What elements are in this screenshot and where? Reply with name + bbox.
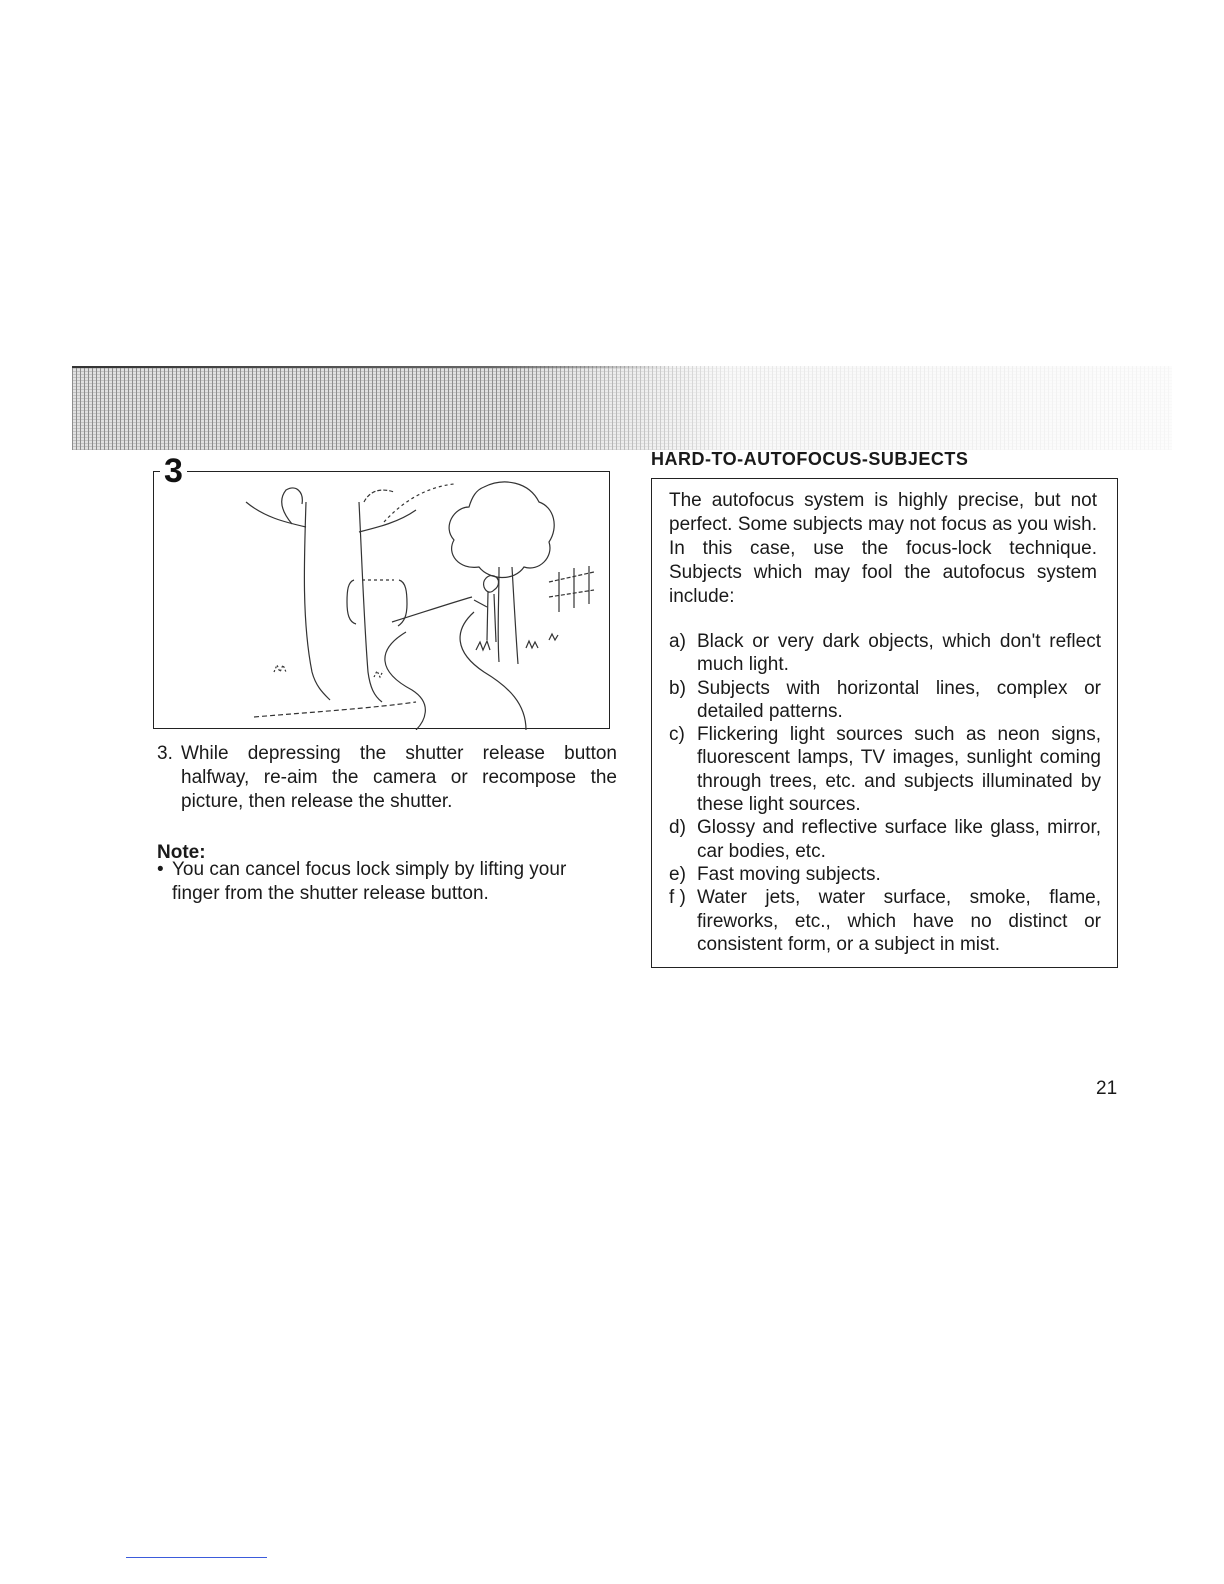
subject-list bbox=[669, 630, 1101, 956]
step-instruction bbox=[157, 742, 617, 814]
person-figure bbox=[484, 576, 499, 593]
list-marker: e) bbox=[669, 863, 686, 885]
header-rule bbox=[72, 366, 672, 368]
list-item bbox=[669, 630, 1101, 677]
list-item-text: Water jets, water surface, smoke, flame, fireworks, etc., which have no distinct or consistent form, or a subject in mist. bbox=[697, 887, 1101, 955]
sign-panel bbox=[347, 580, 356, 624]
list-item-text: Subjects with horizontal lines, complex or detailed patterns. bbox=[697, 677, 1101, 722]
note-item bbox=[157, 858, 617, 906]
list-marker: a) bbox=[669, 631, 686, 652]
list-marker: c) bbox=[669, 724, 685, 746]
step-text: While depressing the shutter release button halfway, re-aim the camera or recompose the picture, then release the shutter. bbox=[181, 743, 617, 812]
list-item-text: Glossy and reflective surface like glass, mirror, car bodies, etc. bbox=[697, 817, 1101, 862]
header-band bbox=[72, 366, 1172, 450]
page-number: 21 bbox=[1096, 1078, 1118, 1099]
figure-number: 3 bbox=[160, 454, 187, 488]
list-marker: f ) bbox=[669, 887, 686, 909]
list-item-text: Flickering light sources such as neon signs, fluorescent lamps, TV images, sunlight coming through trees, etc. and subjects illuminated by these light sources. bbox=[697, 724, 1101, 816]
list-marker: b) bbox=[669, 677, 686, 699]
note-heading: Note: bbox=[157, 842, 206, 863]
list-item-text: Fast moving subjects. bbox=[697, 863, 881, 885]
note-text: You can cancel focus lock simply by lifting your finger from the shutter release button. bbox=[172, 859, 567, 904]
list-item bbox=[669, 677, 1101, 724]
list-marker: d) bbox=[669, 817, 686, 839]
list-item bbox=[669, 723, 1101, 816]
list-item bbox=[669, 863, 1101, 886]
bullet-icon: • bbox=[157, 859, 164, 880]
section-heading: HARD-TO-AUTOFOCUS-SUBJECTS bbox=[651, 449, 969, 469]
step-number: 3. bbox=[157, 743, 173, 764]
path-edge bbox=[392, 597, 472, 622]
illustration-frame bbox=[153, 471, 610, 729]
list-item-text: Black or very dark objects, which don't reflect much light. bbox=[697, 631, 1101, 676]
list-item bbox=[669, 816, 1101, 863]
tree-canopy-right bbox=[449, 482, 554, 578]
tree-trunk-left bbox=[304, 502, 330, 700]
park-scene-illustration bbox=[154, 472, 611, 730]
list-item bbox=[669, 886, 1101, 956]
section-intro: The autofocus system is highly precise, but not perfect. Some subjects may not focus as you wish. In this case, use the focus-lock technique. Subjects which may fool the autofocus system include: bbox=[669, 490, 1097, 607]
footer-rule bbox=[126, 1557, 267, 1558]
